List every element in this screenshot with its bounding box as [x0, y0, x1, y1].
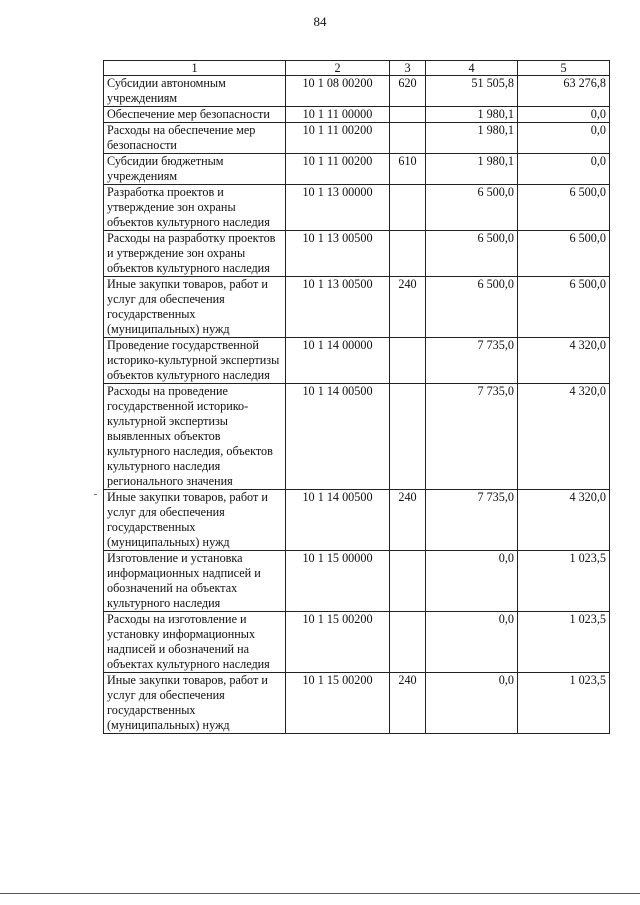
cell-code: 10 1 11 00200 [286, 123, 390, 154]
cell-name: Расходы на разработку проектов и утверждение зон охраны объектов культурного наследия [104, 231, 286, 277]
cell-type [390, 338, 426, 384]
header-col-3: 3 [390, 61, 426, 76]
cell-name: Проведение государственной историко-культурной экспертизы объектов культурного наследия [104, 338, 286, 384]
cell-code: 10 1 13 00000 [286, 185, 390, 231]
cell-type [390, 612, 426, 673]
table-row [104, 76, 610, 107]
cell-value-1: 7 735,0 [426, 338, 518, 384]
cell-value-2: 0,0 [518, 107, 610, 123]
cell-code: 10 1 14 00500 [286, 490, 390, 551]
header-col-4: 4 [426, 61, 518, 76]
cell-type: 240 [390, 490, 426, 551]
cell-value-2: 6 500,0 [518, 277, 610, 338]
budget-table [103, 60, 610, 734]
cell-code: 10 1 13 00500 [286, 231, 390, 277]
cell-value-1: 51 505,8 [426, 76, 518, 107]
header-row [104, 61, 610, 76]
cell-name: Расходы на проведение государственной историко-культурной экспертизы выявленных объектов культурного наследия, объектов культурного наследия регионального значения [104, 384, 286, 490]
scan-artifact-mark [94, 494, 97, 495]
cell-value-2: 1 023,5 [518, 673, 610, 734]
cell-name: Иные закупки товаров, работ и услуг для обеспечения государственных (муниципальных) нужд [104, 277, 286, 338]
header-col-2: 2 [286, 61, 390, 76]
table-row [104, 231, 610, 277]
cell-value-2: 6 500,0 [518, 185, 610, 231]
cell-name: Расходы на изготовление и установку информационных надписей и обозначений на объектах культурного наследия [104, 612, 286, 673]
cell-code: 10 1 11 00000 [286, 107, 390, 123]
page-number: 84 [313, 14, 327, 29]
cell-value-2: 63 276,8 [518, 76, 610, 107]
cell-type [390, 551, 426, 612]
cell-value-1: 6 500,0 [426, 277, 518, 338]
cell-value-2: 0,0 [518, 123, 610, 154]
cell-name: Иные закупки товаров, работ и услуг для обеспечения государственных (муниципальных) нужд [104, 490, 286, 551]
cell-value-1: 6 500,0 [426, 231, 518, 277]
cell-name: Субсидии автономным учреждениям [104, 76, 286, 107]
cell-code: 10 1 14 00500 [286, 384, 390, 490]
table-row [104, 107, 610, 123]
table-body [104, 76, 610, 734]
cell-code: 10 1 14 00000 [286, 338, 390, 384]
table-row [104, 185, 610, 231]
cell-value-1: 6 500,0 [426, 185, 518, 231]
cell-value-2: 0,0 [518, 154, 610, 185]
cell-name: Изготовление и установка информационных надписей и обозначений на объектах культурного наследия [104, 551, 286, 612]
cell-code: 10 1 11 00200 [286, 154, 390, 185]
cell-code: 10 1 08 00200 [286, 76, 390, 107]
cell-type: 610 [390, 154, 426, 185]
header-col-5: 5 [518, 61, 610, 76]
table-row [104, 673, 610, 734]
cell-type [390, 123, 426, 154]
cell-type [390, 231, 426, 277]
cell-value-2: 4 320,0 [518, 338, 610, 384]
cell-value-1: 1 980,1 [426, 154, 518, 185]
cell-name: Разработка проектов и утверждение зон охраны объектов культурного наследия [104, 185, 286, 231]
cell-value-2: 1 023,5 [518, 612, 610, 673]
cell-code: 10 1 15 00000 [286, 551, 390, 612]
table-row [104, 384, 610, 490]
table-row [104, 551, 610, 612]
cell-type: 240 [390, 673, 426, 734]
header-col-1: 1 [104, 61, 286, 76]
scan-bottom-line [0, 893, 640, 894]
cell-name: Расходы на обеспечение мер безопасности [104, 123, 286, 154]
cell-name: Субсидии бюджетным учреждениям [104, 154, 286, 185]
cell-value-2: 4 320,0 [518, 384, 610, 490]
cell-code: 10 1 13 00500 [286, 277, 390, 338]
cell-code: 10 1 15 00200 [286, 673, 390, 734]
cell-value-2: 6 500,0 [518, 231, 610, 277]
cell-value-1: 7 735,0 [426, 490, 518, 551]
cell-name: Иные закупки товаров, работ и услуг для обеспечения государственных (муниципальных) нужд [104, 673, 286, 734]
cell-type [390, 107, 426, 123]
cell-value-1: 0,0 [426, 551, 518, 612]
cell-type [390, 384, 426, 490]
table-row [104, 154, 610, 185]
cell-value-1: 0,0 [426, 612, 518, 673]
cell-value-1: 7 735,0 [426, 384, 518, 490]
table-row [104, 123, 610, 154]
cell-type: 240 [390, 277, 426, 338]
cell-value-2: 4 320,0 [518, 490, 610, 551]
cell-type: 620 [390, 76, 426, 107]
cell-value-1: 1 980,1 [426, 107, 518, 123]
table-row [104, 490, 610, 551]
table-row [104, 277, 610, 338]
cell-value-1: 1 980,1 [426, 123, 518, 154]
table-row [104, 338, 610, 384]
cell-value-1: 0,0 [426, 673, 518, 734]
cell-value-2: 1 023,5 [518, 551, 610, 612]
cell-type [390, 185, 426, 231]
cell-name: Обеспечение мер безопасности [104, 107, 286, 123]
cell-code: 10 1 15 00200 [286, 612, 390, 673]
table-row [104, 612, 610, 673]
